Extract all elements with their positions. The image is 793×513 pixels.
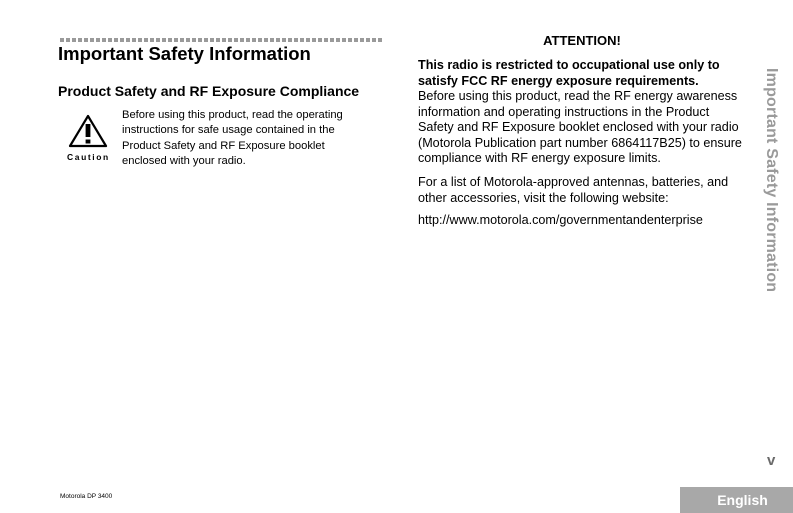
- page-title: Important Safety Information: [58, 43, 311, 64]
- caution-text: Before using this product, read the operating instructions for safe usage contained in the Product Safety and RF Exposure booklet enclosed with your radio.: [122, 109, 343, 168]
- language-tab: English: [680, 487, 793, 513]
- side-section-tab: Important Safety Information: [763, 68, 780, 293]
- attention-title: ATTENTION!: [543, 33, 621, 48]
- accessories-paragraph: For a list of Motorola-approved antennas, batteries, and other accessories, visit the following website:: [418, 175, 729, 205]
- attention-body-text: Before using this product, read the RF energy awareness information and operating instructions in the Product Safety and RF Exposure booklet enclosed with your radio (Motorola Publication part number 6864117B25) to ensure compliance with RF energy exposure limits.: [418, 89, 742, 166]
- footer-model: Motorola DP 3400: [60, 493, 113, 500]
- page-number: v: [767, 452, 776, 469]
- warning-triangle-icon: [68, 114, 108, 148]
- section-divider-dashes: [60, 38, 384, 42]
- attention-bold-text: This radio is restricted to occupational use only to satisfy FCC RF energy exposure requirements.: [418, 58, 720, 88]
- caution-label: Caution: [67, 152, 110, 162]
- subsection-title: Product Safety and RF Exposure Compliance: [58, 83, 360, 99]
- website-url: http://www.motorola.com/governmentandenterprise: [418, 213, 703, 227]
